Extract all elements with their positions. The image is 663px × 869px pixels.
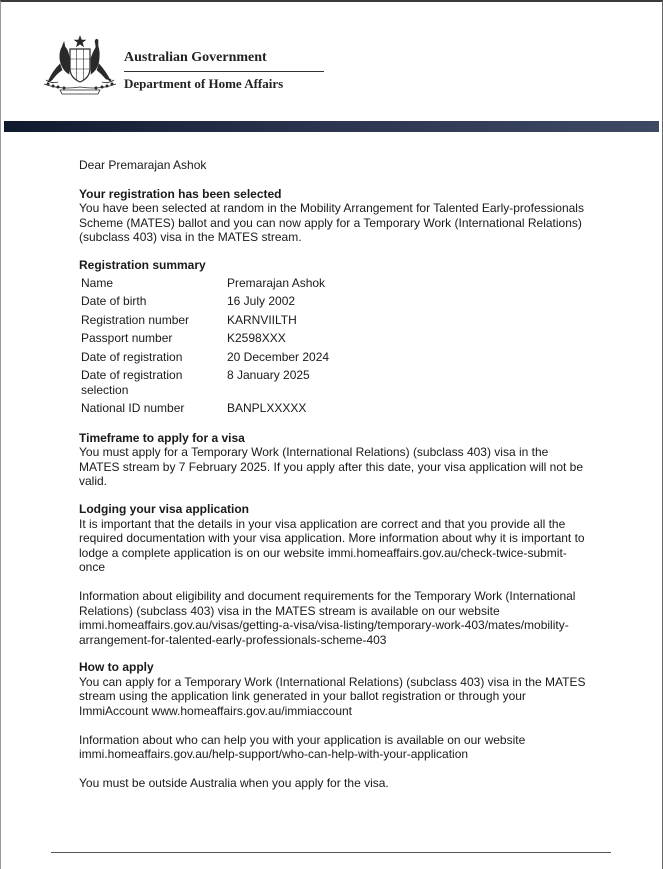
section-lodging <box>79 502 589 647</box>
section-heading: Your registration has been selected <box>79 186 282 201</box>
government-name: Australian Government <box>124 50 267 65</box>
letterhead <box>40 34 340 98</box>
letterhead-divider <box>124 71 324 72</box>
section-registration-summary <box>79 258 589 418</box>
section-text: It is important that the details in your visa application are correct and that you provide all the required documentation with your visa application. More information about why it is important to lodge a complete application is on our website immi.homeaffairs.gov.au/check-twice-submit-once <box>79 516 585 575</box>
row-value: KARNVIILTH <box>227 312 297 327</box>
row-label: Date of registration selection <box>81 368 183 397</box>
section-heading: Timeframe to apply for a visa <box>79 430 245 445</box>
row-value: 16 July 2002 <box>227 294 296 309</box>
section-heading: Lodging your visa application <box>79 501 250 516</box>
row-label: Passport number <box>81 331 173 346</box>
section-heading: Registration summary <box>79 257 206 272</box>
section-text: You must be outside Australia when you apply for the visa. <box>79 775 389 790</box>
table-row <box>79 329 331 348</box>
section-text: You have been selected at random in the Mobility Arrangement for Talented Early-professionals Scheme (MATES) ballot and you can now apply for a Temporary Work (International Relations) (subclass 403) visa in the MATES stream. <box>79 201 584 245</box>
registration-summary-table <box>79 274 331 418</box>
table-row <box>79 292 331 311</box>
row-value: K2598XXX <box>227 331 286 346</box>
section-text: Information about eligibility and document requirements for the Temporary Work (International Relations) (subclass 403) visa in the MATES stream is available on our website immi.homeaffairs.gov.au/visas/getting-a-visa/visa-listing/temporary-work-403/mates/mobility-arrangement-for-talented-early-professionals-scheme-403 <box>79 588 576 647</box>
section-how-to-apply <box>79 660 589 790</box>
section-timeframe <box>79 431 589 489</box>
table-row <box>79 399 331 418</box>
row-value: 8 January 2025 <box>227 368 310 383</box>
section-heading: How to apply <box>79 660 154 675</box>
row-label: Registration number <box>81 312 190 327</box>
section-text: Information about who can help you with your application is available on our website immi.homeaffairs.gov.au/help-support/who-can-help-with-your-application <box>79 732 526 762</box>
table-row <box>79 311 331 330</box>
greeting: Dear Premarajan Ashok <box>79 158 207 172</box>
row-value: 20 December 2024 <box>227 349 330 364</box>
row-label: Name <box>81 275 114 290</box>
coat-of-arms-icon <box>40 34 120 96</box>
section-selected <box>79 187 589 245</box>
row-label: Date of birth <box>81 294 147 309</box>
row-label: National ID number <box>81 401 185 416</box>
section-text: You can apply for a Temporary Work (International Relations) (subclass 403) visa in the MATES stream using the application link generated in your ballot registration or through your ImmiAccount www.homeaffairs.gov.au/immiaccount <box>79 674 586 719</box>
row-label: Date of registration <box>81 349 183 364</box>
section-text: You must apply for a Temporary Work (International Relations) (subclass 403) visa in the MATES stream by 7 February 2025. If you apply after this date, your visa application will not be valid. <box>79 445 584 489</box>
header-band <box>4 121 659 132</box>
row-value: BANPLXXXXX <box>227 401 307 416</box>
footer-divider <box>51 852 611 853</box>
letter-body <box>79 158 589 803</box>
department-name: Department of Home Affairs <box>124 76 284 91</box>
table-row <box>79 274 331 293</box>
table-row <box>79 366 331 399</box>
row-value: Premarajan Ashok <box>227 275 326 290</box>
table-row <box>79 348 331 367</box>
